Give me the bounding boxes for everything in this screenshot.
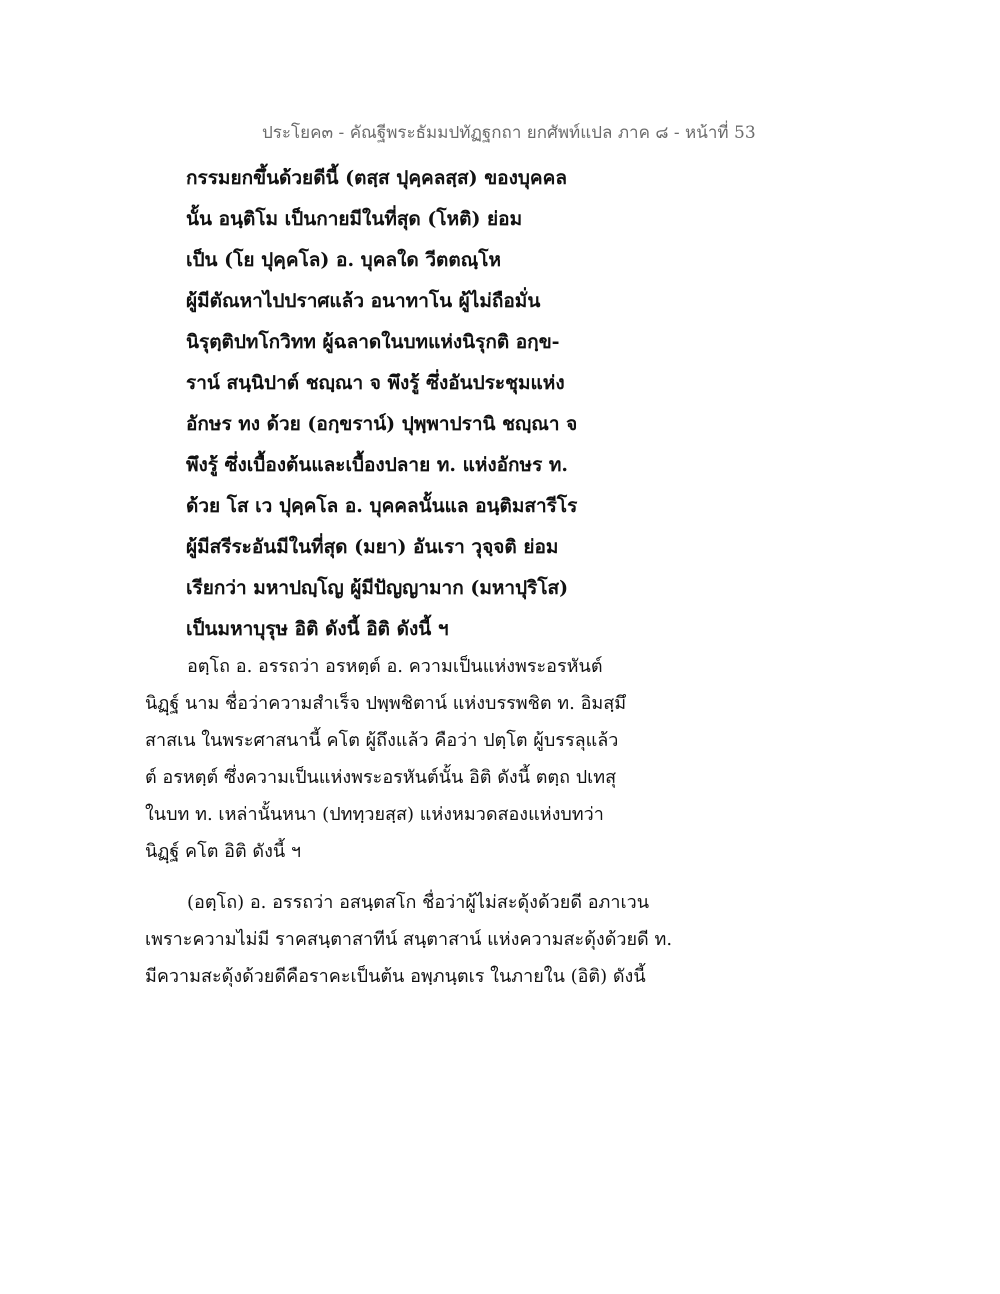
paragraph-line: ในบท ท. เหล่านั้นหนา (ปททฺวยสฺส) แห่งหมวดสองแห่งบทว่า	[145, 804, 604, 825]
verse-line: นิรุตฺติปทโกวิทท ผู้ฉลาดในบทแห่งนิรุกติ อกฺข-	[186, 331, 560, 353]
paragraph-line: (อตฺโถ) อ. อรรถว่า อสนฺตสโก ชื่อว่าผู้ไม่สะดุ้งด้วยดี อภาเวน	[187, 892, 650, 913]
verse-line: ราน์ สนฺนิปาต์ ชญฺณา จ พึงรู้ ซึ่งอันประชุมแห่ง	[186, 372, 565, 394]
verse-line: พึงรู้ ซึ่งเบื้องต้นและเบื้องปลาย ท. แห่งอักษร ท.	[186, 454, 569, 476]
verse-line: นั้น อนฺติโม เป็นกายมีในที่สุด (โหติ) ย่อม	[186, 208, 523, 230]
verse-block	[186, 158, 646, 650]
paragraph-line: อตฺโถ อ. อรรถว่า อรหตฺต์ อ. ความเป็นแห่งพระอรหันต์	[187, 656, 603, 677]
paragraph-line: นิฏฺฐ์ คโต อิติ ดังนี้ ฯ	[145, 841, 301, 862]
running-header: ประโยค๓ - คัณฐีพระธัมมปทัฏฐกถา ยกศัพท์แปล ภาค ๘ - หน้าที่ 53	[262, 123, 756, 143]
paragraph-line: มีความสะดุ้งด้วยดีคือราคะเป็นต้น อพฺภนฺตเร ในภายใน (อิติ) ดังนี้	[145, 966, 646, 987]
verse-line: ด้วย โส เว ปุคฺคโล อ. บุคคลนั้นแล อนฺติมสารีโร	[186, 495, 578, 517]
verse-line: เป็นมหาบุรุษ อิติ ดังนี้ อิติ ดังนี้ ฯ	[186, 618, 449, 640]
verse-line: ผู้มีสรีระอันมีในที่สุด (มยา) อันเรา วุจฺจติ ย่อม	[186, 536, 559, 558]
commentary-paragraph-2	[145, 884, 705, 995]
verse-line: เรียกว่า มหาปญฺโญ ผู้มีปัญญามาก (มหาปุริโส)	[186, 577, 569, 599]
paragraph-line: เพราะความไม่มี ราคสนฺตาสาทีน์ สนฺตาสาน์ แห่งความสะดุ้งด้วยดี ท.	[145, 929, 673, 950]
paragraph-line: ต์ อรหตฺต์ ซึ่งความเป็นแห่งพระอรหันต์นั้น อิติ ดังนี้ ตตฺถ ปเทสุ	[145, 767, 617, 788]
verse-line: เป็น (โย ปุคฺคโล) อ. บุคลใด วีตตณฺโห	[186, 249, 502, 271]
verse-line: ผู้มีตัณหาไปปราศแล้ว อนาทาโน ผู้ไม่ถือมั่น	[186, 290, 541, 312]
paragraph-line: นิฏฺฐ์ นาม ชื่อว่าความสำเร็จ ปพฺพชิตาน์ แห่งบรรพชิต ท. อิมสฺมึ	[145, 693, 627, 714]
paragraph-line: สาสเน ในพระศาสนานี้ คโต ผู้ถึงแล้ว คือว่า ปตฺโต ผู้บรรลุแล้ว	[145, 730, 619, 751]
commentary-paragraph-1	[145, 648, 705, 870]
verse-line: กรรมยกขึ้นด้วยดีนี้ (ตสฺส ปุคฺคลสฺส) ของบุคคล	[186, 167, 567, 189]
verse-line: อักษร ทง ด้วย (อกฺขราน์) ปุพฺพาปรานิ ชญฺณา จ	[186, 413, 578, 435]
